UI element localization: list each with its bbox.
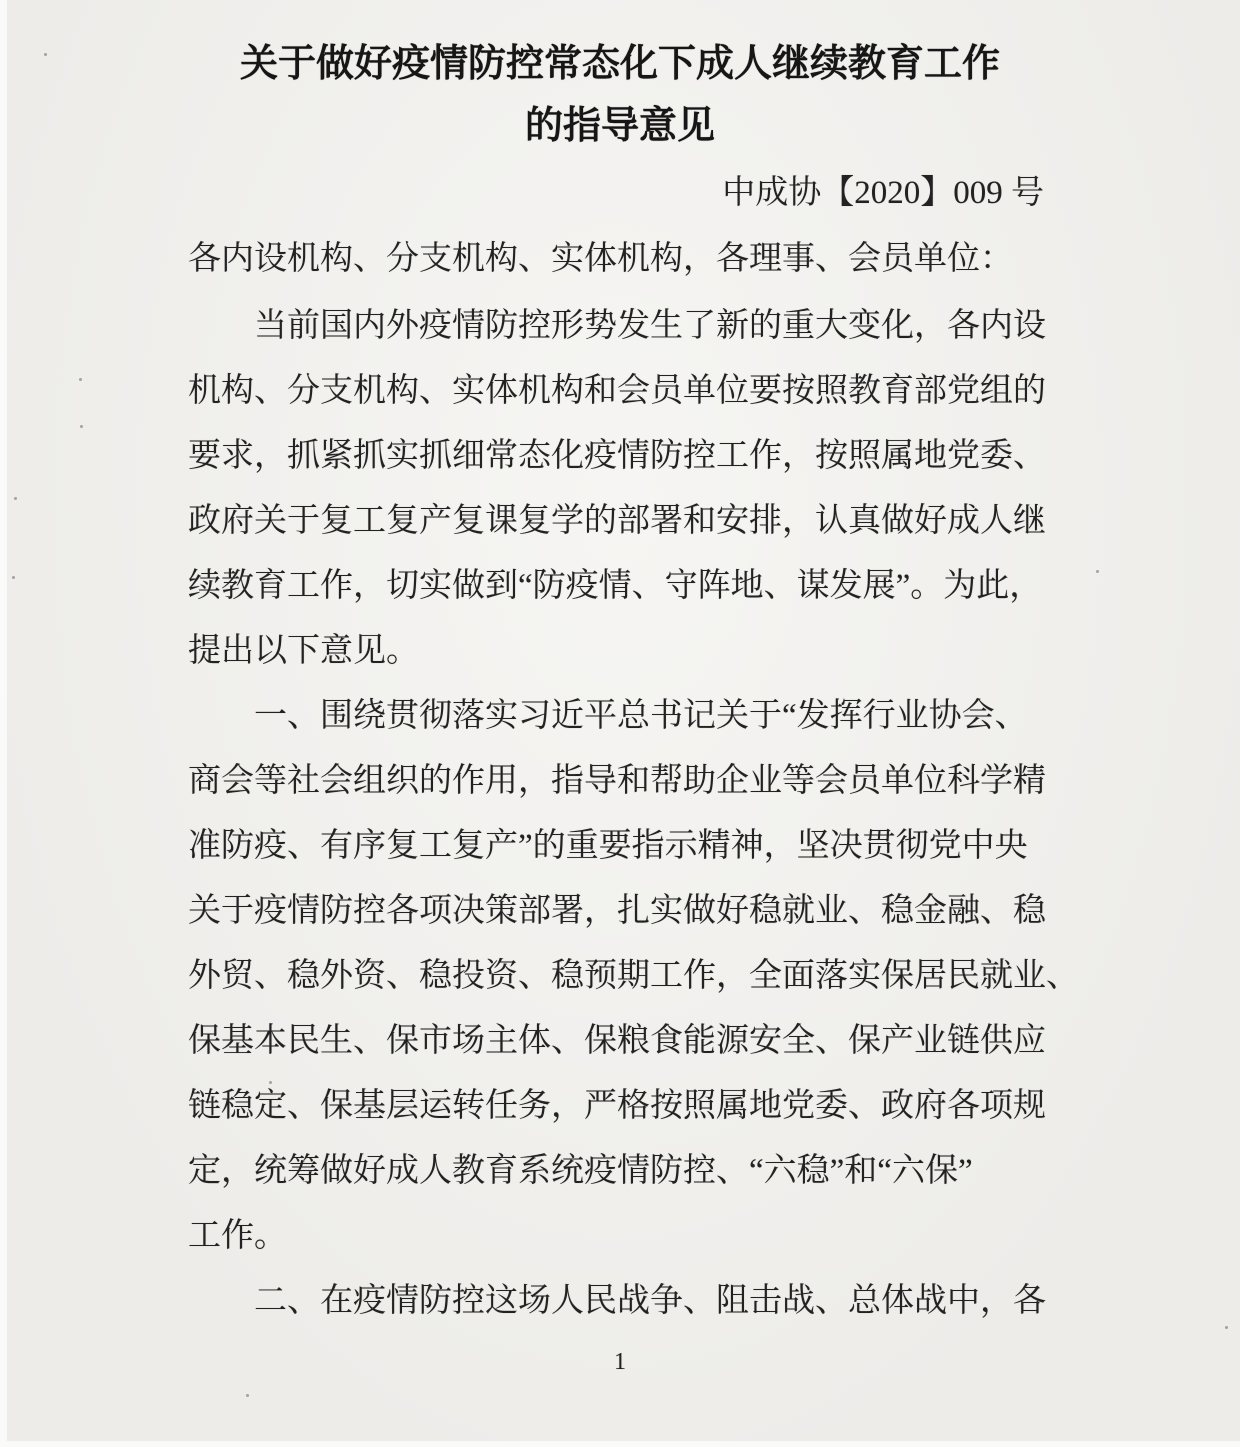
body-line: 商会等社会组织的作用，指导和帮助企业等会员单位科学精 — [188, 763, 1046, 799]
document-title-line2: 的指导意见 — [524, 105, 715, 147]
body-line: 要求，抓紧抓实抓细常态化疫情防控工作，按照属地党委、 — [188, 438, 1046, 474]
document-title — [0, 33, 1240, 157]
salutation-line: 各内设机构、分支机构、实体机构，各理事、会员单位： — [188, 241, 1013, 277]
document-title-line1: 关于做好疫情防控常态化下成人继续教育工作 — [239, 43, 1000, 85]
scan-speck — [1096, 570, 1099, 573]
body-line: 外贸、稳外资、稳投资、稳预期工作，全面落实保居民就业、 — [188, 958, 1079, 994]
scan-speck — [246, 1394, 249, 1397]
body-line: 保基本民生、保市场主体、保粮食能源安全、保产业链供应 — [188, 1023, 1046, 1059]
body-line: 提出以下意见。 — [188, 633, 419, 669]
body-line: 机构、分支机构、实体机构和会员单位要按照教育部党组的 — [188, 373, 1046, 409]
body-line: 二、在疫情防控这场人民战争、阻击战、总体战中，各 — [254, 1283, 1046, 1319]
scan-speck — [1225, 1326, 1228, 1329]
body-line: 准防疫、有序复工复产”的重要指示精神，坚决贯彻党中央 — [188, 828, 1028, 864]
body-line: 定，统筹做好成人教育系统疫情防控、“六稳”和“六保” — [188, 1153, 973, 1189]
body-line: 工作。 — [188, 1218, 287, 1254]
scan-speck — [12, 576, 15, 579]
scan-speck — [269, 1081, 272, 1084]
body-line: 一、围绕贯彻落实习近平总书记关于“发挥行业协会、 — [254, 698, 1028, 734]
scan-speck — [14, 497, 17, 500]
document-number: 中成协【2020】009 号 — [722, 175, 1044, 211]
document-body — [188, 294, 1079, 1334]
scan-speck — [79, 378, 82, 381]
scan-speck — [44, 53, 47, 56]
body-line: 链稳定、保基层运转任务，严格按照属地党委、政府各项规 — [188, 1088, 1046, 1124]
body-line: 政府关于复工复产复课复学的部署和安排，认真做好成人继 — [188, 503, 1046, 539]
scan-speck — [80, 425, 83, 428]
body-line: 续教育工作，切实做到“防疫情、守阵地、谋发展”。为此， — [188, 568, 1043, 604]
scan-edge-bottom — [0, 1441, 1240, 1447]
body-line: 关于疫情防控各项决策部署，扎实做好稳就业、稳金融、稳 — [188, 893, 1046, 929]
body-line: 当前国内外疫情防控形势发生了新的重大变化，各内设 — [254, 308, 1046, 344]
page-number: 1 — [614, 1349, 626, 1375]
scan-edge-left — [0, 0, 7, 1447]
